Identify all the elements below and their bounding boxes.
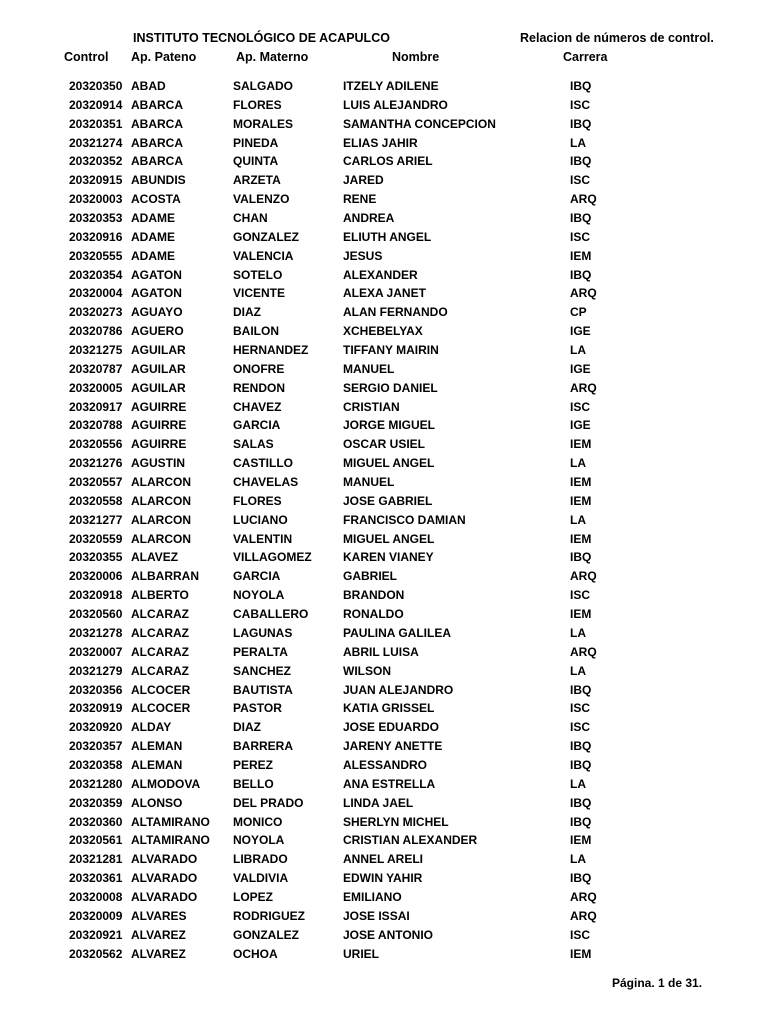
carrera-cell: ARQ (570, 889, 597, 904)
table-row (0, 493, 768, 512)
control-number-cell: 20320273 (69, 305, 123, 320)
control-number-cell: 20320557 (69, 475, 123, 490)
control-number-cell: 20320350 (69, 79, 123, 93)
table-row (0, 663, 768, 682)
apellido-materno-cell: NOYOLA (233, 588, 285, 603)
control-number-cell: 20320358 (69, 757, 123, 772)
table-row (0, 814, 768, 833)
nombre-cell: ANNEL ARELI (343, 852, 424, 867)
apellido-materno-cell: DEL PRADO (233, 795, 304, 810)
nombre-cell: URIEL (343, 946, 379, 961)
apellido-paterno-cell: AGUIRRE (131, 437, 187, 452)
control-number-cell: 20320361 (69, 871, 123, 886)
table-row (0, 795, 768, 814)
apellido-paterno-cell: ALVARADO (131, 852, 198, 867)
apellido-materno-cell: DIAZ (233, 720, 261, 735)
apellido-materno-cell: MORALES (233, 116, 293, 131)
apellido-paterno-cell: ADAME (131, 229, 175, 244)
control-number-cell: 20320915 (69, 173, 123, 188)
carrera-cell: IBQ (570, 211, 592, 226)
nombre-cell: MIGUEL ANGEL (343, 456, 435, 471)
apellido-materno-cell: VICENTE (233, 286, 286, 301)
table-row (0, 342, 768, 361)
table-row (0, 78, 768, 97)
nombre-cell: JESUS (343, 248, 383, 263)
control-number-cell: 20320920 (69, 720, 123, 735)
control-number-cell: 20320921 (69, 927, 123, 942)
nombre-cell: ITZELY ADILENE (343, 79, 439, 93)
table-row (0, 757, 768, 776)
table-row (0, 304, 768, 323)
apellido-paterno-cell: ALMODOVA (131, 776, 201, 791)
nombre-cell: ELIUTH ANGEL (343, 229, 432, 244)
nombre-cell: CRISTIAN ALEXANDER (343, 833, 478, 848)
carrera-cell: LA (570, 343, 586, 358)
table-row (0, 946, 768, 965)
nombre-cell: JARENY ANETTE (343, 739, 443, 754)
apellido-materno-cell: VALENTIN (233, 531, 293, 546)
apellido-paterno-cell: AGATON (131, 286, 182, 301)
carrera-cell: LA (570, 512, 586, 527)
table-row (0, 851, 768, 870)
table-row (0, 625, 768, 644)
apellido-paterno-cell: ALDAY (131, 720, 172, 735)
apellido-paterno-cell: ALONSO (131, 795, 183, 810)
carrera-cell: ISC (570, 927, 591, 942)
nombre-cell: MANUEL (343, 475, 395, 490)
apellido-materno-cell: NOYOLA (233, 833, 285, 848)
control-number-cell: 20320917 (69, 399, 123, 414)
apellido-materno-cell: FLORES (233, 97, 282, 112)
table-row (0, 738, 768, 757)
nombre-cell: ELIAS JAHIR (343, 135, 418, 150)
nombre-cell: JOSE ISSAI (343, 908, 410, 923)
page-number: Página. 1 de 31. (612, 976, 703, 990)
table-row (0, 267, 768, 286)
carrera-cell: IEM (570, 833, 592, 848)
nombre-cell: TIFFANY MAIRIN (343, 343, 439, 358)
control-number-cell: 20320786 (69, 324, 123, 339)
apellido-paterno-cell: ALCARAZ (131, 663, 189, 678)
nombre-cell: SERGIO DANIEL (343, 380, 438, 395)
control-number-cell: 20321280 (69, 776, 123, 791)
table-row (0, 776, 768, 795)
control-number-cell: 20320356 (69, 682, 123, 697)
apellido-paterno-cell: ALCARAZ (131, 607, 189, 622)
carrera-cell: IEM (570, 475, 592, 490)
nombre-cell: ALESSANDRO (343, 757, 428, 772)
apellido-paterno-cell: ALVARADO (131, 871, 198, 886)
apellido-paterno-cell: ALARCON (131, 531, 191, 546)
nombre-cell: FRANCISCO DAMIAN (343, 512, 466, 527)
control-number-cell: 20321279 (69, 663, 123, 678)
column-header-nombre: Nombre (392, 50, 440, 64)
column-header-control: Control (64, 50, 109, 64)
nombre-cell: JARED (343, 173, 384, 188)
apellido-materno-cell: BELLO (233, 776, 274, 791)
apellido-materno-cell: BAILON (233, 324, 279, 339)
nombre-cell: ANA ESTRELLA (343, 776, 436, 791)
carrera-cell: IBQ (570, 116, 592, 131)
carrera-cell: IBQ (570, 814, 592, 829)
nombre-cell: LINDA JAEL (343, 795, 414, 810)
apellido-materno-cell: FLORES (233, 493, 282, 508)
table-row (0, 285, 768, 304)
table-row (0, 229, 768, 248)
apellido-paterno-cell: ALVARADO (131, 889, 198, 904)
nombre-cell: OSCAR USIEL (343, 437, 426, 452)
carrera-cell: CP (570, 305, 587, 320)
apellido-paterno-cell: AGUILAR (131, 361, 186, 376)
nombre-cell: BRANDON (343, 588, 405, 603)
carrera-cell: ISC (570, 97, 591, 112)
table-row (0, 889, 768, 908)
apellido-materno-cell: SOTELO (233, 267, 283, 282)
nombre-cell: SHERLYN MICHEL (343, 814, 449, 829)
control-number-cell: 20320359 (69, 795, 123, 810)
apellido-paterno-cell: ALARCON (131, 512, 191, 527)
table-row (0, 719, 768, 738)
control-number-cell: 20320556 (69, 437, 123, 452)
apellido-materno-cell: CASTILLO (233, 456, 293, 471)
apellido-paterno-cell: ADAME (131, 211, 175, 226)
apellido-paterno-cell: AGUILAR (131, 343, 186, 358)
table-row (0, 248, 768, 267)
table-row (0, 116, 768, 135)
apellido-materno-cell: GARCIA (233, 569, 281, 584)
carrera-cell: LA (570, 663, 586, 678)
apellido-materno-cell: SALGADO (233, 79, 293, 93)
table-row (0, 417, 768, 436)
carrera-cell: IBQ (570, 79, 592, 93)
nombre-cell: CARLOS ARIEL (343, 154, 433, 169)
apellido-materno-cell: LAGUNAS (233, 625, 293, 640)
carrera-cell: IBQ (570, 154, 592, 169)
apellido-paterno-cell: AGUSTIN (131, 456, 185, 471)
carrera-cell: ARQ (570, 286, 597, 301)
nombre-cell: JOSE ANTONIO (343, 927, 434, 942)
control-number-cell: 20320560 (69, 607, 123, 622)
control-number-cell: 20320559 (69, 531, 123, 546)
table-row (0, 531, 768, 550)
control-number-cell: 20320007 (69, 644, 123, 659)
carrera-cell: ISC (570, 173, 591, 188)
control-number-cell: 20321274 (69, 135, 123, 150)
column-header-ap-materno: Ap. Materno (236, 50, 309, 64)
carrera-cell: ISC (570, 588, 591, 603)
nombre-cell: JUAN ALEJANDRO (343, 682, 454, 697)
table-row (0, 135, 768, 154)
apellido-materno-cell: GARCIA (233, 418, 281, 433)
carrera-cell: ISC (570, 701, 591, 716)
apellido-materno-cell: HERNANDEZ (233, 343, 309, 358)
table-row (0, 191, 768, 210)
control-number-cell: 20321277 (69, 512, 123, 527)
apellido-materno-cell: CHAVEZ (233, 399, 282, 414)
apellido-paterno-cell: ALVARES (131, 908, 187, 923)
table-row (0, 587, 768, 606)
table-row (0, 606, 768, 625)
control-number-cell: 20320353 (69, 211, 123, 226)
apellido-materno-cell: ONOFRE (233, 361, 285, 376)
apellido-paterno-cell: AGATON (131, 267, 182, 282)
control-number-cell: 20320561 (69, 833, 123, 848)
carrera-cell: LA (570, 625, 586, 640)
control-number-cell: 20320351 (69, 116, 123, 131)
carrera-cell: ISC (570, 399, 591, 414)
apellido-paterno-cell: ABARCA (131, 154, 183, 169)
apellido-materno-cell: SALAS (233, 437, 274, 452)
control-number-cell: 20320914 (69, 97, 123, 112)
apellido-materno-cell: LUCIANO (233, 512, 288, 527)
nombre-cell: ALAN FERNANDO (343, 305, 448, 320)
carrera-cell: ARQ (570, 569, 597, 584)
apellido-paterno-cell: ABUNDIS (131, 173, 186, 188)
apellido-paterno-cell: AGUIRRE (131, 399, 187, 414)
control-number-cell: 20320354 (69, 267, 123, 282)
apellido-materno-cell: BARRERA (233, 739, 293, 754)
control-number-cell: 20320357 (69, 739, 123, 754)
nombre-cell: CRISTIAN (343, 399, 400, 414)
control-number-cell: 20320009 (69, 908, 123, 923)
carrera-cell: IEM (570, 531, 592, 546)
control-number-cell: 20320003 (69, 192, 123, 207)
nombre-cell: LUIS ALEJANDRO (343, 97, 448, 112)
control-number-cell: 20320918 (69, 588, 123, 603)
apellido-paterno-cell: ALARCON (131, 475, 191, 490)
carrera-cell: IBQ (570, 739, 592, 754)
control-number-cell: 20320555 (69, 248, 123, 263)
apellido-paterno-cell: AGUAYO (131, 305, 183, 320)
table-row (0, 700, 768, 719)
carrera-cell: ARQ (570, 192, 597, 207)
carrera-cell: IBQ (570, 757, 592, 772)
apellido-materno-cell: ARZETA (233, 173, 281, 188)
apellido-materno-cell: LOPEZ (233, 889, 274, 904)
carrera-cell: LA (570, 776, 586, 791)
apellido-paterno-cell: ADAME (131, 248, 175, 263)
apellido-paterno-cell: ALCARAZ (131, 644, 189, 659)
nombre-cell: RONALDO (343, 607, 404, 622)
control-number-cell: 20320355 (69, 550, 123, 565)
apellido-paterno-cell: AGUERO (131, 324, 184, 339)
carrera-cell: IEM (570, 437, 592, 452)
table-row (0, 361, 768, 380)
control-number-cell: 20320006 (69, 569, 123, 584)
apellido-paterno-cell: ABAD (131, 79, 166, 93)
apellido-materno-cell: RENDON (233, 380, 286, 395)
institution-title: INSTITUTO TECNOLÓGICO DE ACAPULCO (133, 31, 390, 45)
carrera-cell: IEM (570, 493, 592, 508)
carrera-cell: LA (570, 456, 586, 471)
nombre-cell: JOSE EDUARDO (343, 720, 440, 735)
nombre-cell: EDWIN YAHIR (343, 871, 423, 886)
apellido-materno-cell: OCHOA (233, 946, 278, 961)
carrera-cell: LA (570, 135, 586, 150)
carrera-cell: ARQ (570, 380, 597, 395)
table-row (0, 682, 768, 701)
nombre-cell: WILSON (343, 663, 391, 678)
carrera-cell: IEM (570, 248, 592, 263)
carrera-cell: IBQ (570, 871, 592, 886)
carrera-cell: IEM (570, 946, 592, 961)
apellido-materno-cell: PINEDA (233, 135, 279, 150)
apellido-materno-cell: VILLAGOMEZ (233, 550, 312, 565)
control-number-cell: 20320788 (69, 418, 123, 433)
nombre-cell: XCHEBELYAX (343, 324, 423, 339)
control-number-cell: 20320352 (69, 154, 123, 169)
nombre-cell: MANUEL (343, 361, 395, 376)
carrera-cell: ARQ (570, 908, 597, 923)
nombre-cell: MIGUEL ANGEL (343, 531, 435, 546)
table-row (0, 97, 768, 116)
column-header-carrera: Carrera (563, 50, 608, 64)
table-row (0, 455, 768, 474)
table-row (0, 380, 768, 399)
apellido-paterno-cell: ALBERTO (131, 588, 189, 603)
apellido-paterno-cell: ALCOCER (131, 682, 191, 697)
table-row (0, 399, 768, 418)
control-number-cell: 20320916 (69, 229, 123, 244)
nombre-cell: ABRIL LUISA (343, 644, 419, 659)
table-row (0, 832, 768, 851)
apellido-materno-cell: PEREZ (233, 757, 274, 772)
apellido-paterno-cell: ALARCON (131, 493, 191, 508)
carrera-cell: IGE (570, 361, 591, 376)
nombre-cell: ANDREA (343, 211, 395, 226)
table-row (0, 908, 768, 927)
nombre-cell: KAREN VIANEY (343, 550, 434, 565)
control-number-cell: 20320787 (69, 361, 123, 376)
apellido-paterno-cell: ALAVEZ (131, 550, 179, 565)
control-number-cell: 20320360 (69, 814, 123, 829)
carrera-cell: IGE (570, 324, 591, 339)
apellido-materno-cell: BAUTISTA (233, 682, 293, 697)
apellido-materno-cell: SANCHEZ (233, 663, 292, 678)
carrera-cell: IBQ (570, 550, 592, 565)
table-row (0, 210, 768, 229)
table-row (0, 323, 768, 342)
apellido-materno-cell: CABALLERO (233, 607, 309, 622)
apellido-materno-cell: LIBRADO (233, 852, 288, 867)
apellido-materno-cell: VALENZO (233, 192, 290, 207)
table-row (0, 927, 768, 946)
apellido-materno-cell: DIAZ (233, 305, 261, 320)
apellido-materno-cell: PASTOR (233, 701, 282, 716)
table-row (0, 172, 768, 191)
nombre-cell: RENE (343, 192, 377, 207)
nombre-cell: ALEXANDER (343, 267, 418, 282)
control-number-cell: 20320008 (69, 889, 123, 904)
control-number-cell: 20320004 (69, 286, 123, 301)
nombre-cell: KATIA GRISSEL (343, 701, 435, 716)
apellido-paterno-cell: ALBARRAN (131, 569, 199, 584)
table-row (0, 549, 768, 568)
carrera-cell: IEM (570, 607, 592, 622)
control-number-cell: 20320562 (69, 946, 123, 961)
control-number-cell: 20321276 (69, 456, 123, 471)
apellido-materno-cell: CHAVELAS (233, 475, 299, 490)
nombre-cell: JOSE GABRIEL (343, 493, 433, 508)
apellido-paterno-cell: ABARCA (131, 97, 183, 112)
apellido-materno-cell: QUINTA (233, 154, 279, 169)
table-row (0, 474, 768, 493)
apellido-paterno-cell: ABARCA (131, 135, 183, 150)
table-row (0, 644, 768, 663)
apellido-paterno-cell: AGUIRRE (131, 418, 187, 433)
apellido-paterno-cell: ALTAMIRANO (131, 833, 210, 848)
apellido-materno-cell: CHAN (233, 211, 268, 226)
apellido-materno-cell: GONZALEZ (233, 927, 299, 942)
carrera-cell: IBQ (570, 682, 592, 697)
apellido-paterno-cell: ALVAREZ (131, 946, 186, 961)
apellido-materno-cell: GONZALEZ (233, 229, 299, 244)
nombre-cell: EMILIANO (343, 889, 402, 904)
control-number-cell: 20321275 (69, 343, 123, 358)
apellido-materno-cell: VALDIVIA (233, 871, 289, 886)
nombre-cell: ALEXA JANET (343, 286, 426, 301)
apellido-paterno-cell: ALVAREZ (131, 927, 186, 942)
nombre-cell: PAULINA GALILEA (343, 625, 451, 640)
carrera-cell: ARQ (570, 644, 597, 659)
control-number-cell: 20320005 (69, 380, 123, 395)
table-row (0, 512, 768, 531)
apellido-paterno-cell: AGUILAR (131, 380, 186, 395)
student-table (0, 78, 768, 964)
nombre-cell: GABRIEL (343, 569, 397, 584)
nombre-cell: SAMANTHA CONCEPCION (343, 116, 496, 131)
carrera-cell: IBQ (570, 267, 592, 282)
apellido-materno-cell: RODRIGUEZ (233, 908, 305, 923)
table-row (0, 568, 768, 587)
apellido-paterno-cell: ALTAMIRANO (131, 814, 210, 829)
control-number-cell: 20320558 (69, 493, 123, 508)
carrera-cell: ISC (570, 229, 591, 244)
carrera-cell: IGE (570, 418, 591, 433)
table-row (0, 870, 768, 889)
carrera-cell: ISC (570, 720, 591, 735)
apellido-materno-cell: MONICO (233, 814, 283, 829)
table-row (0, 153, 768, 172)
nombre-cell: JORGE MIGUEL (343, 418, 436, 433)
apellido-paterno-cell: ALEMAN (131, 739, 183, 754)
apellido-paterno-cell: ALCARAZ (131, 625, 189, 640)
apellido-materno-cell: PERALTA (233, 644, 288, 659)
apellido-paterno-cell: ACOSTA (131, 192, 181, 207)
apellido-paterno-cell: ALCOCER (131, 701, 191, 716)
carrera-cell: IBQ (570, 795, 592, 810)
report-title: Relacion de números de control. (520, 31, 714, 45)
table-row (0, 436, 768, 455)
control-number-cell: 20320919 (69, 701, 123, 716)
column-header-ap-paterno: Ap. Pateno (131, 50, 197, 64)
carrera-cell: LA (570, 852, 586, 867)
apellido-materno-cell: VALENCIA (233, 248, 294, 263)
control-number-cell: 20321281 (69, 852, 123, 867)
apellido-paterno-cell: ABARCA (131, 116, 183, 131)
apellido-paterno-cell: ALEMAN (131, 757, 183, 772)
control-number-cell: 20321278 (69, 625, 123, 640)
